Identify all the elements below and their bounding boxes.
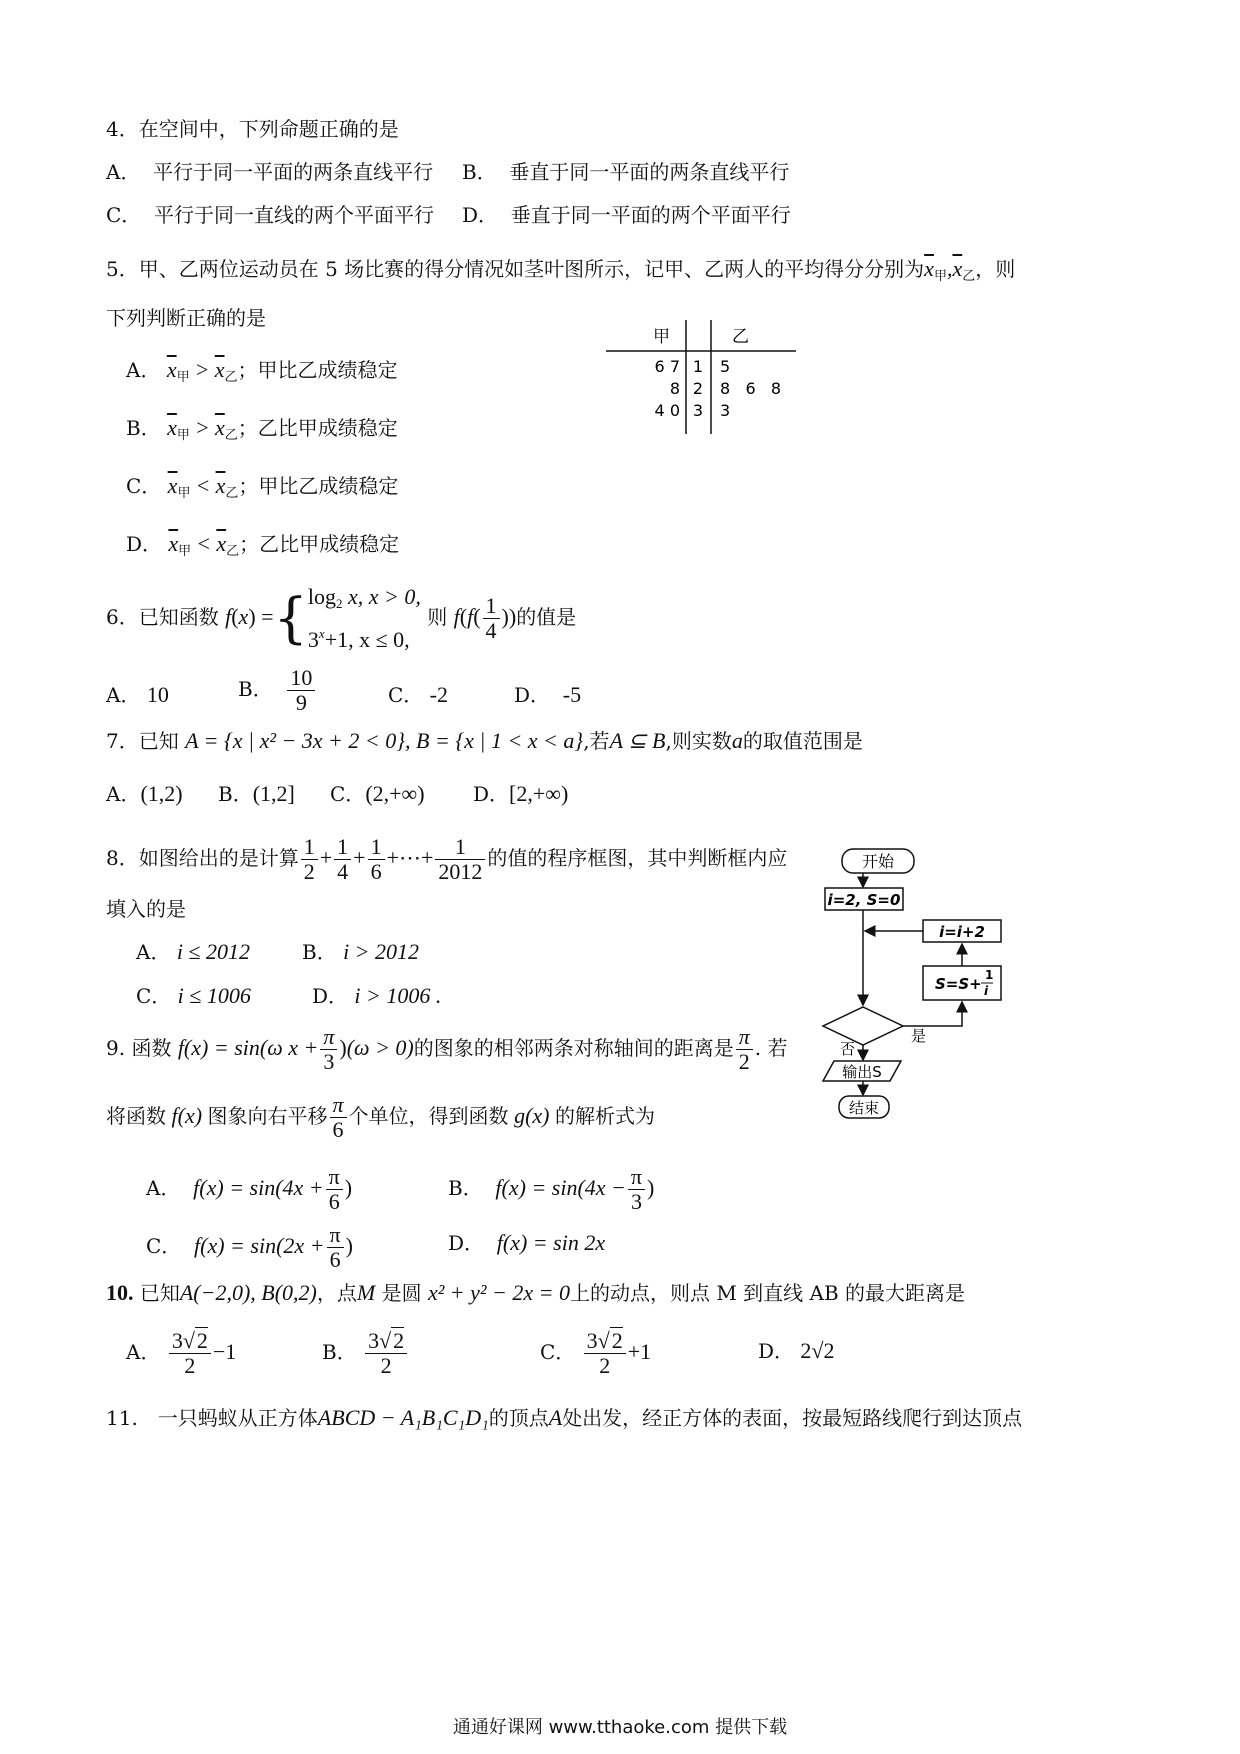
q8-option-b: B． i > 2012 [302, 939, 420, 964]
stem-leaf-right-3: 3 [720, 401, 731, 420]
stem-leaf-stem-1: 1 [692, 357, 704, 376]
q8-option-d: D． i > 1006 . [312, 983, 442, 1008]
flow-accum-num: 1 [985, 968, 994, 982]
q6-option-d: D． -5 [514, 682, 582, 707]
q4-option-d: D． 垂直于同一平面的两个平面平行 [462, 203, 791, 227]
q10-option-b: B． $\frac{3√2}{2}$ [322, 1324, 409, 1380]
q10-option-d: D． 2√2 [758, 1338, 835, 1363]
q5-option-a: A． $\overline{x}_甲 > \overline{x}_乙$；甲比乙成绩稳定 [126, 357, 398, 385]
q6-piecewise: $\log_2 x$, x > 0, $3^x+1$, x ≤ 0, [307, 584, 421, 652]
q7-option-b: B．(1,2] [218, 781, 295, 806]
q5-option-b: B． $\overline{x}_甲 > \overline{x}_乙$；乙比甲成绩稳定 [126, 415, 398, 443]
flow-init-label: i=2, S=0 [827, 891, 901, 909]
q7-stem: 7．已知 A = {x | x² − 3x + 2 < 0}, B = {x | 1 < x < a},若A ⊆ B,则实数a的取值范围是 [106, 728, 863, 753]
q9-option-a: A． f(x) = sin(4x + $\frac{\pi}{6}$ ) [146, 1164, 353, 1214]
q6-option-b: B． $\frac{10}{9}$ [238, 664, 317, 715]
q8-stem: 8．如图给出的是计算 $\frac{1}{2}$ + $\frac{1}{4}$ + $\frac{1}{6}$ +⋯+ $\frac{1}{2012}$ 的值的程序框图，其中判断框内应 [106, 834, 788, 884]
flow-incr-label: i=i+2 [939, 923, 985, 941]
q9-option-d: D． f(x) = sin 2x [448, 1230, 606, 1255]
stem-leaf-right-2: 8 6 8 [720, 379, 782, 398]
q4-option-a: A． 平行于同一平面的两条直线平行 [106, 160, 434, 184]
q8-option-a: A． i ≤ 2012 [136, 939, 250, 964]
flow-yes-label: 是 [911, 1027, 927, 1045]
stem-leaf-left-2: 8 [669, 379, 680, 398]
q8-option-c: C． i ≤ 1006 [136, 983, 251, 1008]
q5-option-d: D． $\overline{x}_甲 < \overline{x}_乙$；乙比甲成绩稳定 [126, 531, 400, 559]
stem-leaf-right-1: 5 [720, 357, 731, 376]
q5-option-c: C． $\overline{x}_甲 < \overline{x}_乙$；甲比乙成绩稳定 [126, 473, 399, 501]
flow-start-label: 开始 [861, 852, 895, 871]
q4-option-b: B． 垂直于同一平面的两条直线平行 [462, 160, 790, 184]
stem-leaf-plot [600, 318, 800, 438]
q9-option-b: B． f(x) = sin(4x − $\frac{\pi}{3}$ ) [448, 1164, 655, 1214]
flow-decision [823, 1007, 903, 1045]
q7-option-d: D．[2,+∞) [473, 781, 569, 806]
flow-accum-label: S=S+ [935, 975, 982, 993]
q9-option-c: C． f(x) = sin(2x + $\frac{\pi}{6}$ ) [146, 1222, 353, 1272]
q10-option-c: C． $\frac{3√2}{2}$ +1 [540, 1328, 652, 1378]
q11-stem: 11. 一只蚂蚁从正方体ABCD − A₁B₁C₁D₁的顶点A处出发，经正方体的表面，按最短路线爬行到达顶点 [106, 1405, 1023, 1430]
q10-option-a: A． $\frac{3√2}{2}$ −1 [126, 1328, 237, 1378]
page-footer: 通通好课网 www.tthaoke.com 提供下载 [452, 1717, 788, 1738]
q7-option-a: A．(1,2) [106, 781, 183, 806]
q6-stem: 6．已知函数 f(x) ={ $\log_2 x$, x > 0, $3^x+1$, x ≤ 0, 则 f(f( $\frac{1}{4}$ ))的值是 [106, 582, 576, 655]
q6-option-c: C． -2 [388, 682, 448, 707]
stem-leaf-stem-3: 3 [692, 401, 704, 420]
q5-stem-line2: 下列判断正确的是 [106, 306, 266, 330]
q4-option-c: C． 平行于同一直线的两个平面平行 [106, 203, 435, 227]
q7-option-c: C．(2,+∞) [330, 781, 425, 806]
flow-no-label: 否 [840, 1040, 856, 1058]
flow-end-label: 结束 [848, 1099, 880, 1117]
q8-stem-line2: 填入的是 [106, 897, 186, 921]
stem-leaf-head-left: 甲 [653, 327, 670, 347]
q9-stem: 9. 函数 f(x) = sin(ω x + $\frac{\pi}{3}$ )(ω > 0)的图象的相邻两条对称轴间的距离是 $\frac{\pi}{2}$ . 若 [106, 1024, 788, 1074]
q9-stem-line2: 将函数 f(x) 图象向右平移 $\frac{\pi}{6}$ 个单位，得到函数 g(x) 的解析式为 [106, 1092, 655, 1142]
stem-leaf-stem-2: 2 [692, 379, 704, 398]
flowchart [815, 840, 1015, 1125]
stem-leaf-left-3: 4 0 [654, 401, 680, 420]
flow-output-label: 输出S [842, 1063, 882, 1081]
q4-stem: 4．在空间中，下列命题正确的是 [106, 117, 399, 141]
stem-leaf-head-right: 乙 [732, 327, 749, 347]
stem-leaf-left-1: 6 7 [654, 357, 680, 376]
q10-stem: 10. 已知A(−2,0), B(0,2)，点M 是圆 x² + y² − 2x = 0上的动点，则点 M 到直线 AB 的最大距离是 [106, 1280, 966, 1305]
q5-stem-line1: 5．甲、乙两位运动员在 5 场比赛的得分情况如茎叶图所示，记甲、乙两人的平均得分分别为$\overline{x}_甲,\overline{x}_乙$，则 [106, 256, 1016, 284]
flow-accum-den: i [984, 984, 989, 998]
q6-option-a: A． 10 [106, 682, 169, 707]
